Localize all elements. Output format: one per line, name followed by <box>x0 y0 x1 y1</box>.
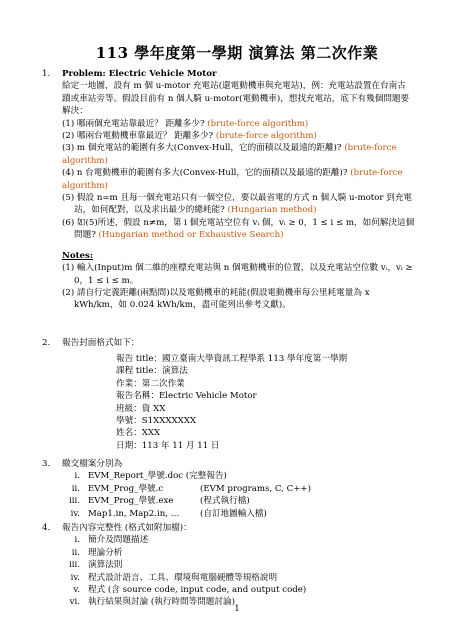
content-item: iv. 程式設計語言、工具、環境與電腦硬體等規格說明 <box>70 572 278 583</box>
question-2-method: (brute-force algorithm) <box>215 131 317 142</box>
content-item: ii. 理論分析 <box>71 547 123 558</box>
cover-format-block <box>116 353 347 452</box>
intro-line-1: 給定一地圖，設有 m 個 u-motor 充電站(還電動機車與充電站)，例：充電站設置在台南古 <box>62 81 406 92</box>
section-4-number: 4. <box>42 523 51 533</box>
note-2-cont: kWh/km，如 0.024 kWh/km，盡可能列出參考文獻)。 <box>74 300 291 311</box>
page-title: 113 學年度第一學期 演算法 第二次作業 <box>95 44 379 62</box>
content-item: i. 簡介及問題描述 <box>74 535 149 546</box>
content-item: v. 程式 (含 source code, input code, and output code) <box>73 585 307 596</box>
cover-line: 班級：資 XX <box>116 403 166 414</box>
intro-line-2: 蹟或車站旁等。假設目前有 n 個人騎 u-motor(電動機車)，想找充電站，底下有幾個問題要 <box>62 93 410 104</box>
section-1-body <box>62 68 414 312</box>
question-5: (5) 假設 n=m 且每一個充電站只有一個空位，要以最省電的方式 n 個人騎 u-motor 到充電 <box>62 193 413 204</box>
question-3: (3) m 個充電站的範圍有多大(Convex-Hull，它的面積以及最遠的距離)? (brute-force <box>62 143 397 154</box>
question-5-method: (Hungarian method) <box>227 205 317 216</box>
question-2: (2) 哪兩台電動機車靠最近？ 距離多少? (brute-force algorithm) <box>62 131 317 142</box>
section-3-heading: 繳交檔案分別為 <box>62 459 123 469</box>
cover-line: 日期：113 年 11 月 11 日 <box>116 440 220 451</box>
cover-line: 課程 title：演算法 <box>116 366 188 377</box>
file-item: i. EVM_Report_學號.doc (完整報告) <box>74 471 227 482</box>
section-2-heading: 報告封面格式如下： <box>62 338 140 348</box>
notes-label: Notes: <box>62 250 94 261</box>
file-item: iv. Map1.in, Map2.in, … (自訂地圖輸入檔) <box>70 508 267 519</box>
section-1-heading: Problem: Electric Vehicle Motor <box>62 69 217 79</box>
cover-line: 報告名稱：Electric Vehicle Motor <box>116 391 257 402</box>
file-item: ii. EVM_Prog_學號.c (EVM programs, C, C++) <box>71 483 311 494</box>
content-item: vi. 執行結果與討論 (執行時間等問題討論) <box>69 597 235 608</box>
question-3-method-cont: algorithm) <box>62 155 108 166</box>
note-2: (2) 請自行定義距離(兩點間)以及電動機車的耗能(假設電動機車每公里耗電量為 x <box>62 287 370 298</box>
cover-line: 報告 title：國立臺南大學資訊工程學系 113 學年度第一學期 <box>116 354 348 364</box>
cover-line: 姓名：XXX <box>116 428 161 439</box>
question-5-cont: 站，如何配對，以及求出最少的總耗能? (Hungarian method) <box>74 205 317 216</box>
question-1-method: (brute-force algorithm) <box>207 118 309 129</box>
question-1: (1) 哪兩個充電站靠最近？ 距離多少? (brute-force algorithm) <box>62 118 309 129</box>
section-4-body <box>62 522 306 609</box>
section-1-number: 1. <box>42 69 51 79</box>
file-item: iii. EVM_Prog_學號.exe (程式執行檔) <box>69 496 250 507</box>
section-3-number: 3. <box>42 459 51 469</box>
note-1: (1) 輸入(Input)m 個二維的座標充電站與 n 個電動機車的位置，以及充電站空位數 vᵢ，vᵢ ≥ <box>62 263 413 274</box>
question-4-method: (brute-force <box>350 168 403 179</box>
question-6-cont: 問題? (Hungarian method or Exhaustive Search) <box>74 230 284 241</box>
page-number: 1 <box>234 604 240 614</box>
cover-line: 學號：S1XXXXXXX <box>116 416 196 427</box>
note-1-cont: 0，1 ≤ i ≤ m。 <box>74 275 139 286</box>
content-item: iii. 演算法則 <box>69 560 123 571</box>
cover-line: 作業：第二次作業 <box>116 378 185 389</box>
intro-line-3: 解決： <box>62 106 88 117</box>
question-4-method-cont: algorithm) <box>62 180 108 191</box>
section-3-body <box>62 458 311 520</box>
question-3-method: (brute-force <box>344 143 397 154</box>
question-6-method: (Hungarian method or Exhaustive Search) <box>98 230 284 241</box>
section-4-heading: 報告內容完整性 (格式如附加檔)： <box>62 523 192 533</box>
question-4: (4) n 台電動機車的範圍有多大(Convex-Hull，它的面積以及最遠的距離)? (brute-force <box>62 168 403 179</box>
section-2-number: 2. <box>42 338 51 348</box>
question-6: (6) 如(5)所述，假設 n≠m，第 i 個充電站空位有 vᵢ 個，vᵢ ≥ 0，1 ≤ i ≤ m，如何解決這個 <box>62 217 415 228</box>
